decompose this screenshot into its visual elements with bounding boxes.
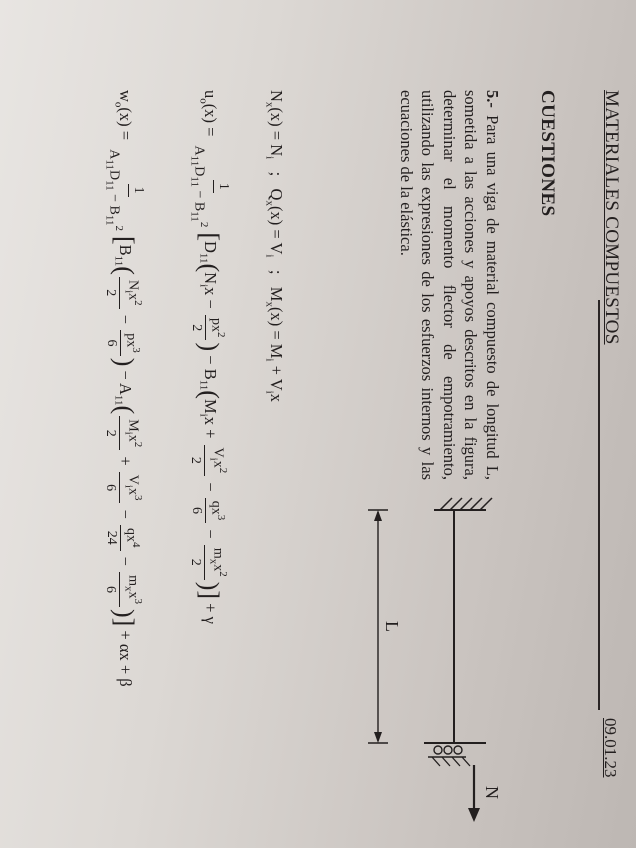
document-date: 09.01.23 bbox=[601, 718, 620, 778]
length-label: L bbox=[382, 621, 402, 632]
internal-forces-equation: $N_x(x) = N_i$ ; $Q_x(x) = V_i$ ; $M_x(x) = M_i + V_ix$ bbox=[263, 90, 286, 402]
fixed-support-icon bbox=[434, 498, 492, 510]
document-title: MATERIALES COMPUESTOS bbox=[601, 90, 622, 345]
axial-force-arrow-icon bbox=[468, 765, 480, 822]
problem-statement bbox=[396, 90, 504, 480]
w0-equation: $w_o(x)$ = 1 $A_{11}D_{11} - B_{11}^2$ [$B_{11}$( $N_ix^2$ 2 − $px^3$ 6 ) − $A_{11}$( $M_ix^2$ 2 + $V_ix^3$ 6 − $qx^4$ 24 − $m_xx^3$ 6 )] + αx + β bbox=[102, 90, 146, 687]
section-title: CUESTIONES bbox=[537, 90, 558, 217]
roller-support-icon bbox=[424, 743, 486, 766]
header-rule bbox=[599, 300, 601, 710]
beam-figure bbox=[306, 490, 516, 840]
force-label: N bbox=[482, 786, 502, 799]
problem-text: Para una viga de material compuesto de longitud L, sometida a las acciones y apoyos descritos en la figura, determinar el momento flector de empotramiento, utilizando las expresiones de los esfuerzos internos y las ecuaciones de la elástica. bbox=[397, 90, 502, 480]
problem-number: 5.- bbox=[483, 90, 502, 108]
u0-equation: $u_o(x)$ = 1 $A_{11}D_{11} - B_{11}^2$ [$D_{11}(N_ix$ − $px^2$ 2 ) − $B_{11}(M_ix$ + $V_ix^2$ 2 − $qx^3$ 6 − $m_xx^2$ 2 )] + γ bbox=[187, 90, 231, 624]
